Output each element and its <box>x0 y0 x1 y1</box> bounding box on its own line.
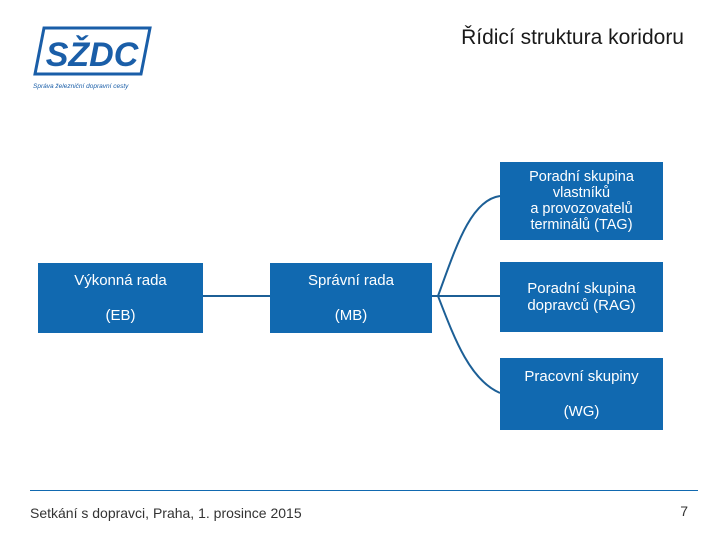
box-rag-line2: dopravců (RAG) <box>527 297 636 314</box>
box-tag <box>500 162 663 240</box>
box-eb-line2: (EB) <box>105 307 136 324</box>
footer-text: Setkání s dopravci, Praha, 1. prosince 2015 <box>30 505 302 521</box>
box-wg <box>500 358 663 430</box>
box-rag <box>500 262 663 332</box>
box-eb <box>38 263 203 333</box>
box-tag-line2: vlastníků <box>552 185 611 201</box>
box-tag-line1: Poradní skupina <box>529 169 634 185</box>
box-mb-line1: Správní rada <box>308 272 394 289</box>
box-mb <box>270 263 432 333</box>
box-rag-line1: Poradní skupina <box>527 280 636 297</box>
box-eb-line1: Výkonná rada <box>74 272 167 289</box>
page-number: 7 <box>680 503 688 519</box>
connector-mb-tag <box>438 196 500 296</box>
box-wg-line1: Pracovní skupiny <box>524 368 639 385</box>
box-wg-line2: (WG) <box>563 403 600 420</box>
footer-divider <box>30 490 698 491</box>
box-tag-line4: terminálů (TAG) <box>530 217 633 233</box>
logo-subtitle: Správa železniční dopravní cesty <box>33 83 129 90</box>
box-mb-line2: (MB) <box>334 307 368 324</box>
logo-text: SŽDC <box>45 36 139 74</box>
box-tag-line3: a provozovatelů <box>530 201 633 217</box>
page-title: Řídicí struktura koridoru <box>461 26 684 49</box>
connector-mb-wg <box>438 296 500 393</box>
